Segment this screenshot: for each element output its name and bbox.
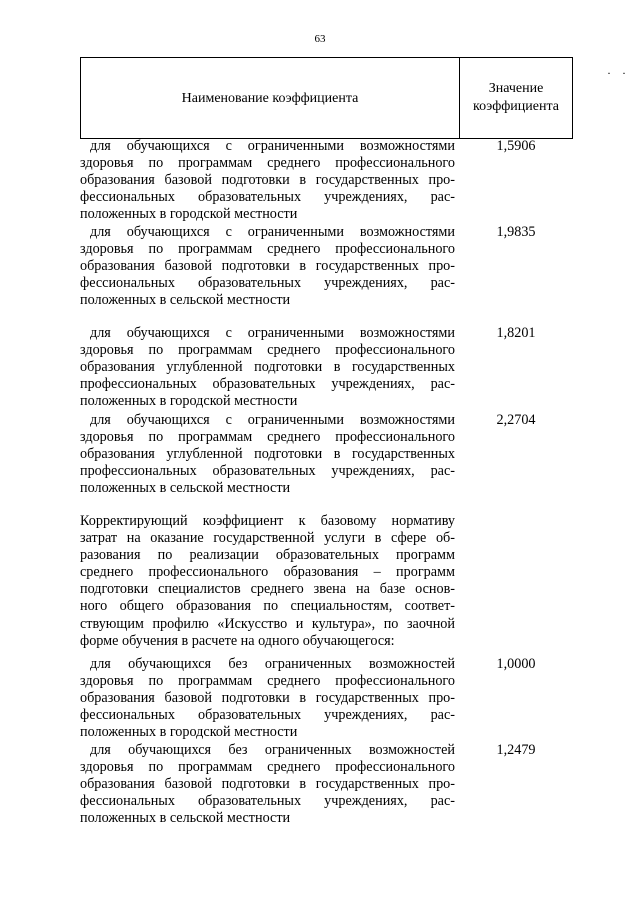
text-line: здоровья по программам среднего профессионального <box>80 673 455 690</box>
text-line: образования углубленной подготовки в государственных <box>80 446 455 463</box>
text-line: здоровья по программам среднего профессионального <box>80 342 455 359</box>
text-line: положенных в сельской местности <box>80 292 291 309</box>
text-line: образования базовой подготовки в государственных про- <box>80 258 455 275</box>
text-line: здоровья по программам среднего профессионального <box>80 155 455 172</box>
coefficient-row-7-text <box>80 742 455 827</box>
text-line: для обучающихся с ограниченными возможностями <box>90 138 455 154</box>
text-line: разования по реализации образовательных программ <box>80 547 455 564</box>
text-line: затрат на оказание государственной услуги в сфере об- <box>80 530 455 547</box>
text-line: фессиональных образовательных учреждениях, рас- <box>80 275 455 292</box>
coefficient-row-1-value: 1,5906 <box>496 138 536 154</box>
scan-marks: · · <box>607 66 630 80</box>
page-number: 63 <box>314 33 326 45</box>
coefficient-row-4-value: 2,2704 <box>496 412 536 428</box>
coefficient-row-3-value: 1,8201 <box>496 325 536 341</box>
text-line: ного общего образования по специальностям, соответ- <box>80 598 455 615</box>
text-line: фессиональных образовательных учреждениях, рас- <box>80 707 455 724</box>
text-line: для обучающихся с ограниченными возможностями <box>90 412 455 428</box>
text-line: среднего профессионального образования – программ <box>80 564 455 581</box>
text-line: для обучающихся без ограниченных возможностей <box>90 742 455 758</box>
text-line: Корректирующий коэффициент к базовому нормативу <box>80 513 455 529</box>
coefficient-row-2-value: 1,9835 <box>496 224 536 240</box>
coefficient-row-1-text <box>80 138 455 223</box>
text-line: положенных в сельской местности <box>80 480 291 497</box>
text-line: образования базовой подготовки в государственных про- <box>80 172 455 189</box>
text-line: фессиональных образовательных учреждениях, рас- <box>80 793 455 810</box>
column-header-value-line1: Значение <box>488 81 544 96</box>
text-line: подготовки специалистов среднего звена на базе основ- <box>80 581 455 598</box>
text-line: форме обучения в расчете на одного обучающегося: <box>80 632 395 649</box>
text-line: профессиональных образовательных учреждениях, рас- <box>80 463 455 480</box>
text-line: положенных в городской местности <box>80 393 298 410</box>
text-line: образования базовой подготовки в государственных про- <box>80 690 455 707</box>
column-header-value-line2: коэффициента <box>473 99 559 114</box>
coefficient-row-6-text <box>80 656 455 741</box>
coefficient-row-3-text <box>80 325 455 410</box>
text-line: для обучающихся без ограниченных возможностей <box>90 656 455 672</box>
column-header-name: Наименование коэффициента <box>181 91 359 106</box>
coefficient-row-2-text <box>80 224 455 309</box>
coefficient-row-6-value: 1,0000 <box>496 656 536 672</box>
coefficient-row-7-value: 1,2479 <box>496 742 536 758</box>
text-line: профессиональных образовательных учреждениях, рас- <box>80 376 455 393</box>
column-header-value <box>460 58 572 138</box>
text-line: фессиональных образовательных учреждениях, рас- <box>80 189 455 206</box>
text-line: здоровья по программам среднего профессионального <box>80 759 455 776</box>
corrective-coefficient-heading <box>80 513 455 650</box>
coefficient-row-4-text <box>80 412 455 497</box>
text-line: для обучающихся с ограниченными возможностями <box>90 224 455 240</box>
text-line: образования углубленной подготовки в государственных <box>80 359 455 376</box>
text-line: ствующим профилю «Искусство и культура», по заочной <box>80 615 455 632</box>
text-line: положенных в сельской местности <box>80 810 291 827</box>
text-line: для обучающихся с ограниченными возможностями <box>90 325 455 341</box>
text-line: здоровья по программам среднего профессионального <box>80 429 455 446</box>
text-line: положенных в городской местности <box>80 724 298 741</box>
text-line: положенных в городской местности <box>80 206 298 223</box>
text-line: здоровья по программам среднего профессионального <box>80 241 455 258</box>
text-line: образования базовой подготовки в государственных про- <box>80 776 455 793</box>
table-header <box>80 57 573 139</box>
